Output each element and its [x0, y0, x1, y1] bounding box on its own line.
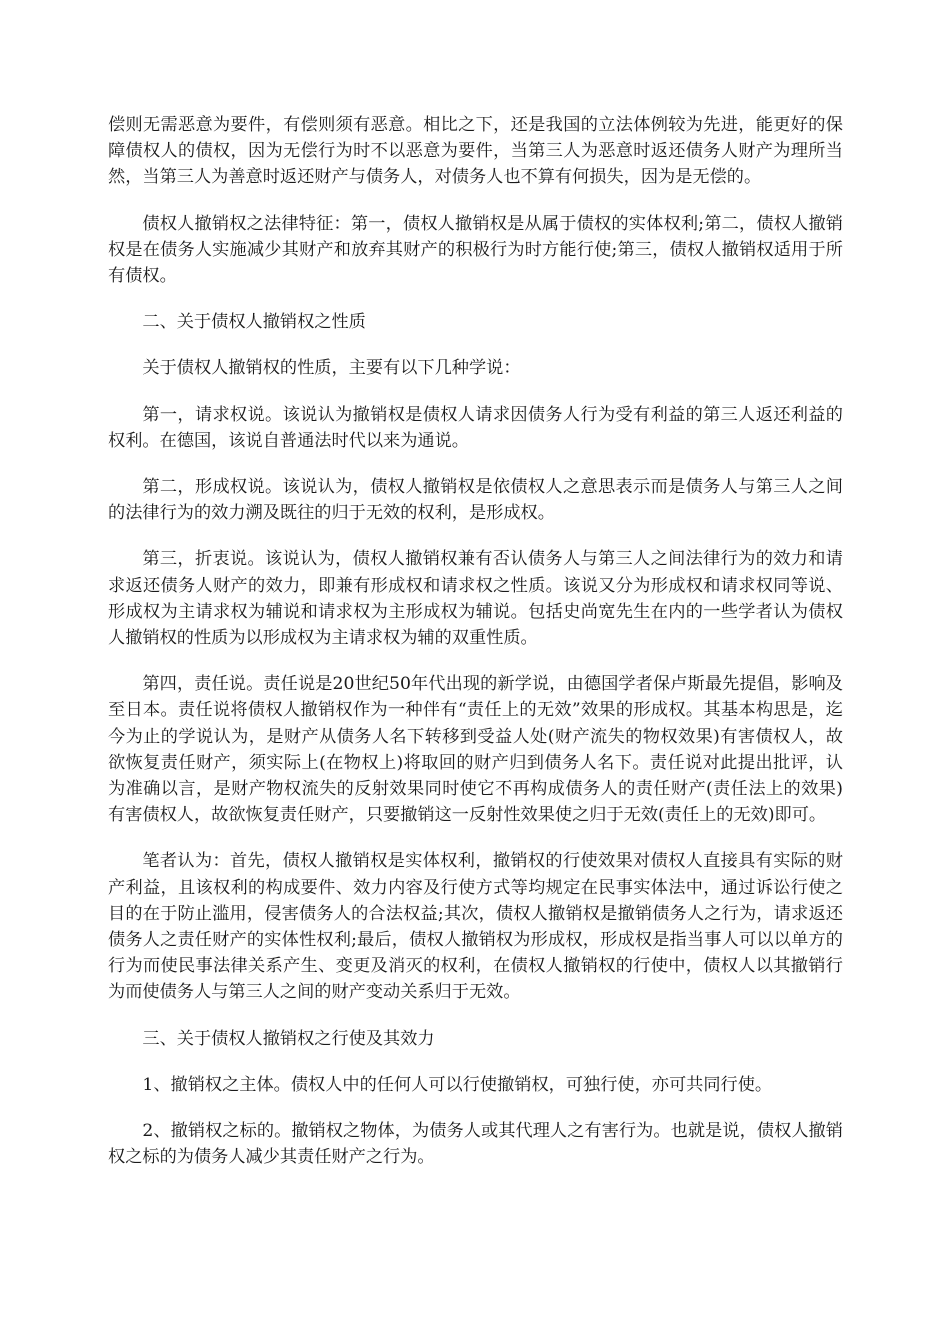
paragraph-7: 第四，责任说。责任说是20世纪50年代出现的新学说，由德国学者保卢斯最先提倡，影响及至日本。责任说将债权人撤销权作为一种伴有“责任上的无效”效果的形成权。其基本构思是，迄今为止的学说认为，是财产从债务人名下转移到受益人处(财产流失的物权效果)有害债权人，故欲恢复责任财产，须实际上(在物权上)将取回的财产归到债务人名下。责任说对此提出批评，认为准确以言，是财产物权流失的反射效果同时使它不再构成债务人的责任财产(责任法上的效果)有害债权人，故欲恢复责任财产，只要撤销这一反射性效果使之归于无效(责任上的无效)即可。 — [108, 674, 843, 826]
paragraph-6: 第三，折衷说。该说认为，债权人撤销权兼有否认债务人与第三人之间法律行为的效力和请求返还债务人财产的效力，即兼有形成权和请求权之性质。该说又分为形成权和请求权同等说、形成权为主请求权为辅说和请求权为主形成权为辅说。包括史尚宽先生在内的一些学者认为债权人撤销权的性质为以形成权为主请求权为辅的双重性质。 — [108, 549, 843, 649]
paragraph-9: 1、撤销权之主体。债权人中的任何人可以行使撤销权，可独行使，亦可共同行使。 — [142, 1074, 773, 1095]
paragraph-5: 第二，形成权说。该说认为，债权人撤销权是依债权人之意思表示而是债务人与第三人之间的法律行为的效力溯及既往的归于无效的权利，是形成权。 — [108, 477, 843, 524]
paragraph-8: 笔者认为：首先，债权人撤销权是实体权利，撤销权的行使效果对债权人直接具有实际的财产利益，且该权利的构成要件、效力内容及行使方式等均规定在民事实体法中，通过诉讼行使之目的在于防止滥用，侵害债务人的合法权益;其次，债权人撤销权是撤销债务人之行为，请求返还债务人之责任财产的实体性权利;最后，债权人撤销权为形成权，形成权是指当事人可以以单方的行为而使民事法律关系产生、变更及消灭的权利，在债权人撤销权的行使中，债权人以其撤销行为而使债务人与第三人之间的财产变动关系归于无效。 — [108, 851, 843, 1003]
paragraph-1: 偿则无需恶意为要件，有偿则须有恶意。相比之下，还是我国的立法体例较为先进，能更好的保障债权人的债权，因为无偿行为时不以恶意为要件，当第三人为恶意时返还债务人财产为理所当然，当第三人为善意时返还财产与债务人，对债务人也不算有何损失，因为是无偿的。 — [108, 115, 843, 188]
paragraph-2: 债权人撤销权之法律特征：第一，债权人撤销权是从属于债权的实体权利;第二，债权人撤销权是在债务人实施减少其财产和放弃其财产的积极行为时方能行使;第三，债权人撤销权适用于所有债权。 — [108, 213, 843, 287]
section-heading-2: 二、关于债权人撤销权之性质 — [142, 312, 366, 333]
document-body — [108, 112, 843, 1191]
paragraph-10: 2、撤销权之标的。撤销权之物体，为债务人或其代理人之有害行为。也就是说，债权人撤销权之标的为债务人减少其责任财产之行为。 — [108, 1121, 843, 1168]
paragraph-4: 第一，请求权说。该说认为撤销权是债权人请求因债务人行为受有利益的第三人返还利益的权利。在德国，该说自普通法时代以来为通说。 — [108, 404, 843, 451]
paragraph-3: 关于债权人撤销权的性质，主要有以下几种学说： — [142, 358, 521, 379]
section-heading-3: 三、关于债权人撤销权之行使及其效力 — [142, 1028, 435, 1049]
